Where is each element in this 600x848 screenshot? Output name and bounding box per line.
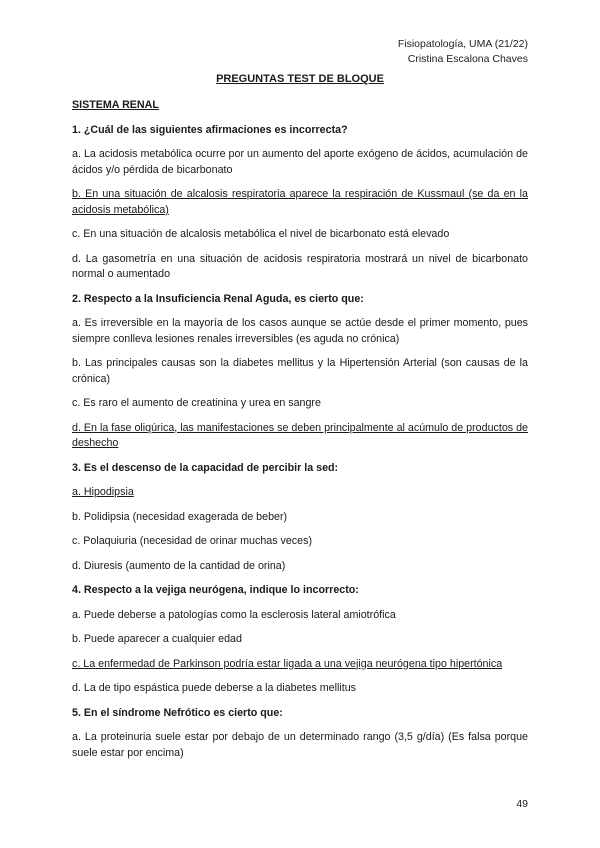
document-body — [72, 98, 528, 770]
option-3c: c. Polaquiuria (necesidad de orinar muchas veces) — [72, 535, 312, 547]
option-2a: a. Es irreversible en la mayoría de los casos aunque se actúe desde el primer momento, pues siempre conlleva lesiones renales irreversibles (es aguda no crónica) — [72, 317, 528, 345]
question-3: 3. Es el descenso de la capacidad de percibir la sed: — [72, 461, 339, 474]
question-2: 2. Respecto a la Insuficiencia Renal Aguda, es cierto que: — [72, 292, 364, 305]
option-5a: a. La proteinuria suele estar por debajo de un determinado rango (3,5 g/día) (Es falsa porque suele estar por encima) — [72, 731, 528, 759]
option-1a: a. La acidosis metabólica ocurre por un aumento del aporte exógeno de ácidos, acumulación de ácidos y/o pérdida de bicarbonato — [72, 148, 528, 176]
option-3a-answer: a. Hipodipsia — [72, 486, 134, 498]
question-5: 5. En el síndrome Nefrótico es cierto que: — [72, 706, 283, 719]
page-header — [398, 37, 528, 67]
option-1d: d. La gasometría en una situación de acidosis respiratoria mostrará un nivel de bicarbonato normal o aumentado — [72, 252, 528, 280]
option-2d-answer: d. En la fase oliqúrica, las manifestaciones se deben principalmente al acúmulo de productos de deshecho — [72, 421, 528, 449]
option-4d: d. La de tipo espástica puede deberse a la diabetes mellitus — [72, 682, 357, 694]
header-course: Fisiopatología, UMA (21/22) — [397, 38, 528, 50]
option-3b: b. Polidipsia (necesidad exagerada de beber) — [72, 510, 288, 523]
option-4b: b. Puede aparecer a cualquier edad — [72, 633, 242, 645]
section-heading: SISTEMA RENAL — [72, 99, 159, 111]
page-number: 49 — [516, 798, 528, 810]
question-4: 4. Respecto a la vejiga neurógena, indique lo incorrecto: — [72, 584, 359, 596]
option-2b: b. Las principales causas son la diabetes mellitus y la Hipertensión Arterial (son causas de la crónica) — [72, 357, 528, 385]
document-title: PREGUNTAS TEST DE BLOQUE — [216, 73, 384, 85]
option-2c: c. Es raro el aumento de creatinina y urea en sangre — [72, 397, 321, 409]
option-1b-answer: b. En una situación de alcalosis respiratoria aparece la respiración de Kussmaul (se da en la acidosis metabólica) — [72, 188, 528, 216]
option-3d: d. Diuresis (aumento de la cantidad de orina) — [72, 559, 286, 572]
header-author: Cristina Escalona Chaves — [407, 53, 528, 65]
option-1c: c. En una situación de alcalosis metabólica el nivel de bicarbonato está elevado — [72, 228, 450, 240]
option-4a: a. Puede deberse a patologías como la esclerosis lateral amiotrófica — [72, 608, 396, 621]
question-1: 1. ¿Cuál de las siguientes afirmaciones es incorrecta? — [72, 123, 348, 136]
option-4c-answer: c. La enfermedad de Parkinson podría estar ligada a una vejiga neurógena tipo hipertónica — [72, 657, 503, 670]
